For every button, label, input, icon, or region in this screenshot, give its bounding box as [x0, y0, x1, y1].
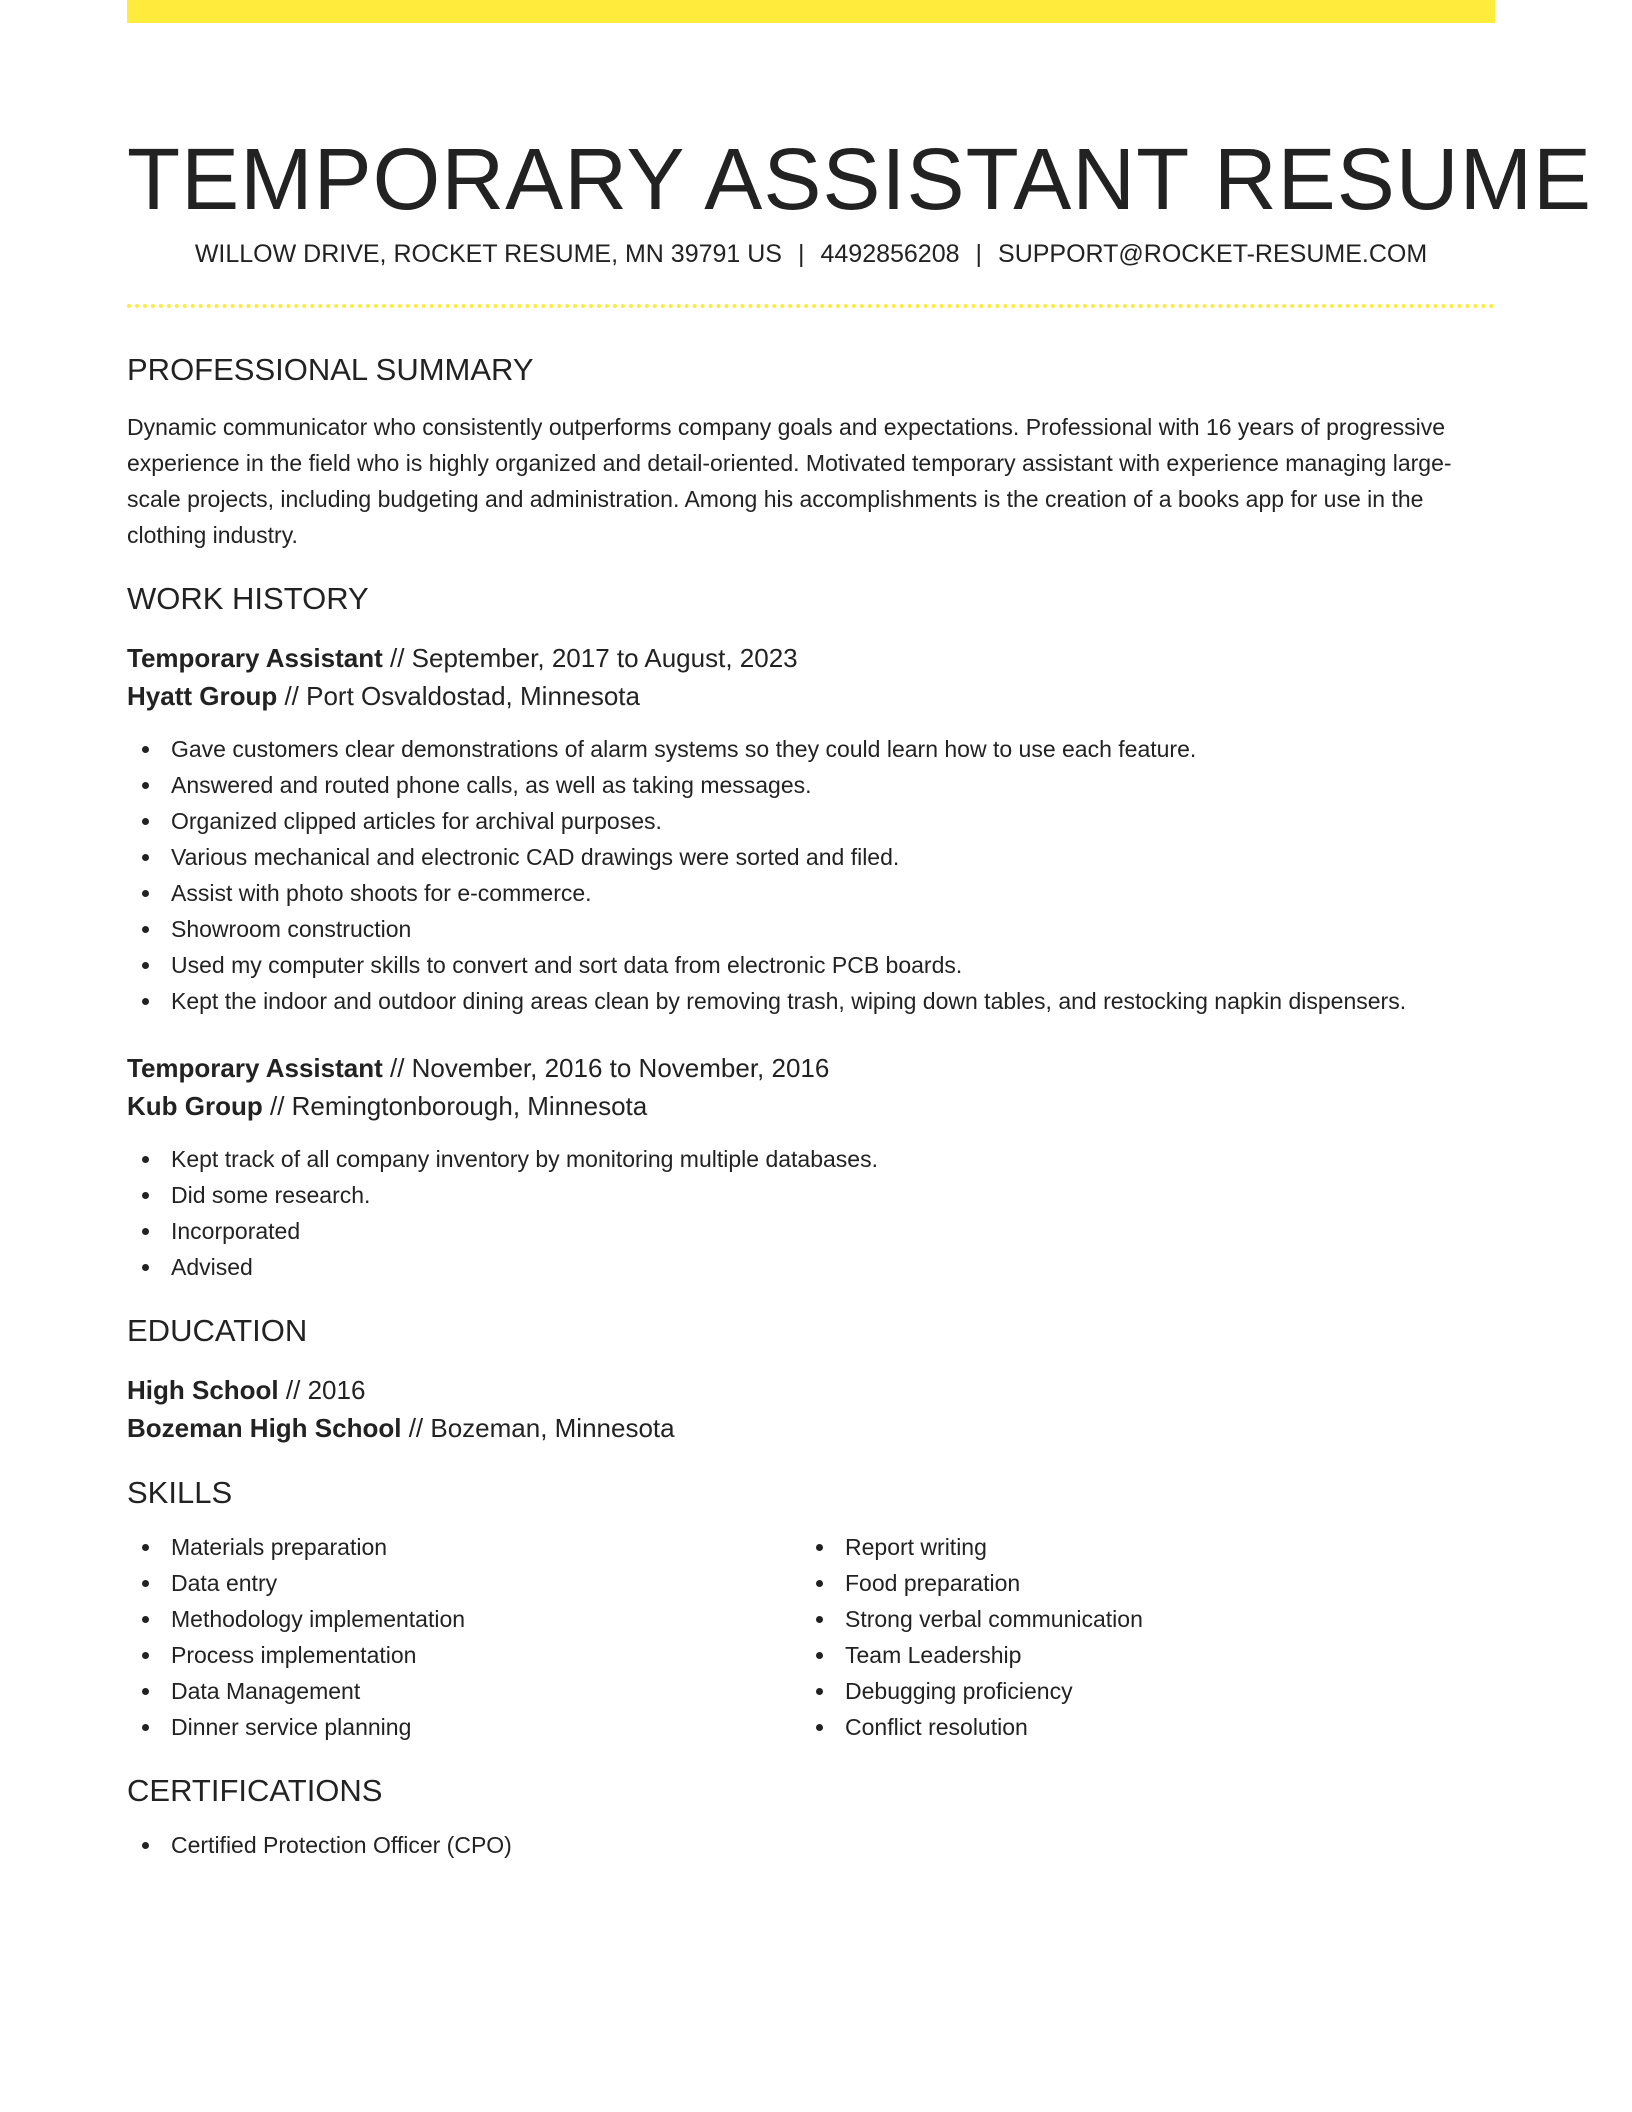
list-item: Dinner service planning — [127, 1709, 801, 1745]
list-item: Organized clipped articles for archival purposes. — [127, 803, 1495, 839]
list-item: Data Management — [127, 1673, 801, 1709]
education-school-line — [127, 1409, 1495, 1447]
contact-separator: | — [975, 240, 983, 268]
section-title-work-history: WORK HISTORY — [127, 581, 369, 616]
job-company: Kub Group — [127, 1091, 263, 1121]
job-entry — [127, 639, 1495, 1019]
skills-list-right — [801, 1529, 1495, 1745]
section-title-education: EDUCATION — [127, 1313, 308, 1348]
section-title-skills: SKILLS — [127, 1475, 233, 1510]
list-item: Kept the indoor and outdoor dining areas clean by removing trash, wiping down tables, and restocking napkin dispensers. — [127, 983, 1495, 1019]
contact-phone: 4492856208 — [820, 240, 960, 268]
job-company: Hyatt Group — [127, 681, 278, 711]
section-title-summary: PROFESSIONAL SUMMARY — [127, 352, 534, 387]
job-role: Temporary Assistant — [127, 1053, 383, 1083]
list-item: Showroom construction — [127, 911, 1495, 947]
education-year: // 2016 — [278, 1375, 366, 1405]
skills-grid — [127, 1529, 1495, 1745]
list-item: Report writing — [801, 1529, 1495, 1565]
list-item: Methodology implementation — [127, 1601, 801, 1637]
list-item: Certified Protection Officer (CPO) — [127, 1827, 1495, 1863]
job-bullets — [127, 731, 1495, 1019]
skills-section — [127, 1473, 1495, 1745]
contact-email: SUPPORT@ROCKET-RESUME.COM — [998, 240, 1428, 268]
job-entry — [127, 1049, 1495, 1285]
list-item: Advised — [127, 1249, 1495, 1285]
education-location: // Bozeman, Minnesota — [401, 1413, 675, 1443]
resume-body — [127, 350, 1495, 1863]
skills-column-right — [801, 1529, 1495, 1745]
job-location: // Port Osvaldostad, Minnesota — [277, 681, 640, 711]
job-company-line — [127, 677, 1495, 715]
list-item: Conflict resolution — [801, 1709, 1495, 1745]
summary-section — [127, 350, 1495, 553]
list-item: Answered and routed phone calls, as well as taking messages. — [127, 767, 1495, 803]
job-title-line — [127, 1049, 1495, 1087]
accent-top-bar — [127, 0, 1495, 23]
list-item: Team Leadership — [801, 1637, 1495, 1673]
job-dates: // November, 2016 to November, 2016 — [382, 1053, 830, 1083]
skills-column-left — [127, 1529, 801, 1745]
education-school: Bozeman High School — [127, 1413, 402, 1443]
education-degree-line — [127, 1371, 1495, 1409]
job-bullets — [127, 1141, 1495, 1285]
job-company-line — [127, 1087, 1495, 1125]
education-degree: High School — [127, 1375, 279, 1405]
education-section — [127, 1311, 1495, 1447]
list-item: Debugging proficiency — [801, 1673, 1495, 1709]
resume-title: TEMPORARY ASSISTANT RESUME — [127, 131, 1593, 229]
certifications-list — [127, 1827, 1495, 1863]
certifications-section — [127, 1771, 1495, 1863]
job-location: // Remingtonborough, Minnesota — [262, 1091, 648, 1121]
list-item: Data entry — [127, 1565, 801, 1601]
list-item: Process implementation — [127, 1637, 801, 1673]
list-item: Assist with photo shoots for e-commerce. — [127, 875, 1495, 911]
list-item: Did some research. — [127, 1177, 1495, 1213]
contact-separator: | — [797, 240, 805, 268]
list-item: Gave customers clear demonstrations of alarm systems so they could learn how to use each feature. — [127, 731, 1495, 767]
job-dates: // September, 2017 to August, 2023 — [382, 643, 798, 673]
contact-address: WILLOW DRIVE, ROCKET RESUME, MN 39791 US — [194, 240, 782, 268]
list-item: Various mechanical and electronic CAD drawings were sorted and filed. — [127, 839, 1495, 875]
section-title-certifications: CERTIFICATIONS — [127, 1773, 383, 1808]
list-item: Food preparation — [801, 1565, 1495, 1601]
summary-text: Dynamic communicator who consistently outperforms company goals and expectations. Professional with 16 years of progressive experience in the field who is highly organized and detail-oriented. Motivated temporary assistant with experience managing large-scale projects, including budgeting and administration. Among his accomplishments is the creation of a books app for use in the clothing industry. — [127, 414, 1452, 548]
contact-line — [127, 239, 1495, 269]
job-title-line — [127, 639, 1495, 677]
education-entry — [127, 1371, 1495, 1447]
list-item: Materials preparation — [127, 1529, 801, 1565]
skills-list-left — [127, 1529, 801, 1745]
work-history-section — [127, 579, 1495, 1285]
list-item: Kept track of all company inventory by monitoring multiple databases. — [127, 1141, 1495, 1177]
list-item: Used my computer skills to convert and sort data from electronic PCB boards. — [127, 947, 1495, 983]
header-divider — [127, 304, 1495, 308]
job-role: Temporary Assistant — [127, 643, 383, 673]
list-item: Incorporated — [127, 1213, 1495, 1249]
list-item: Strong verbal communication — [801, 1601, 1495, 1637]
